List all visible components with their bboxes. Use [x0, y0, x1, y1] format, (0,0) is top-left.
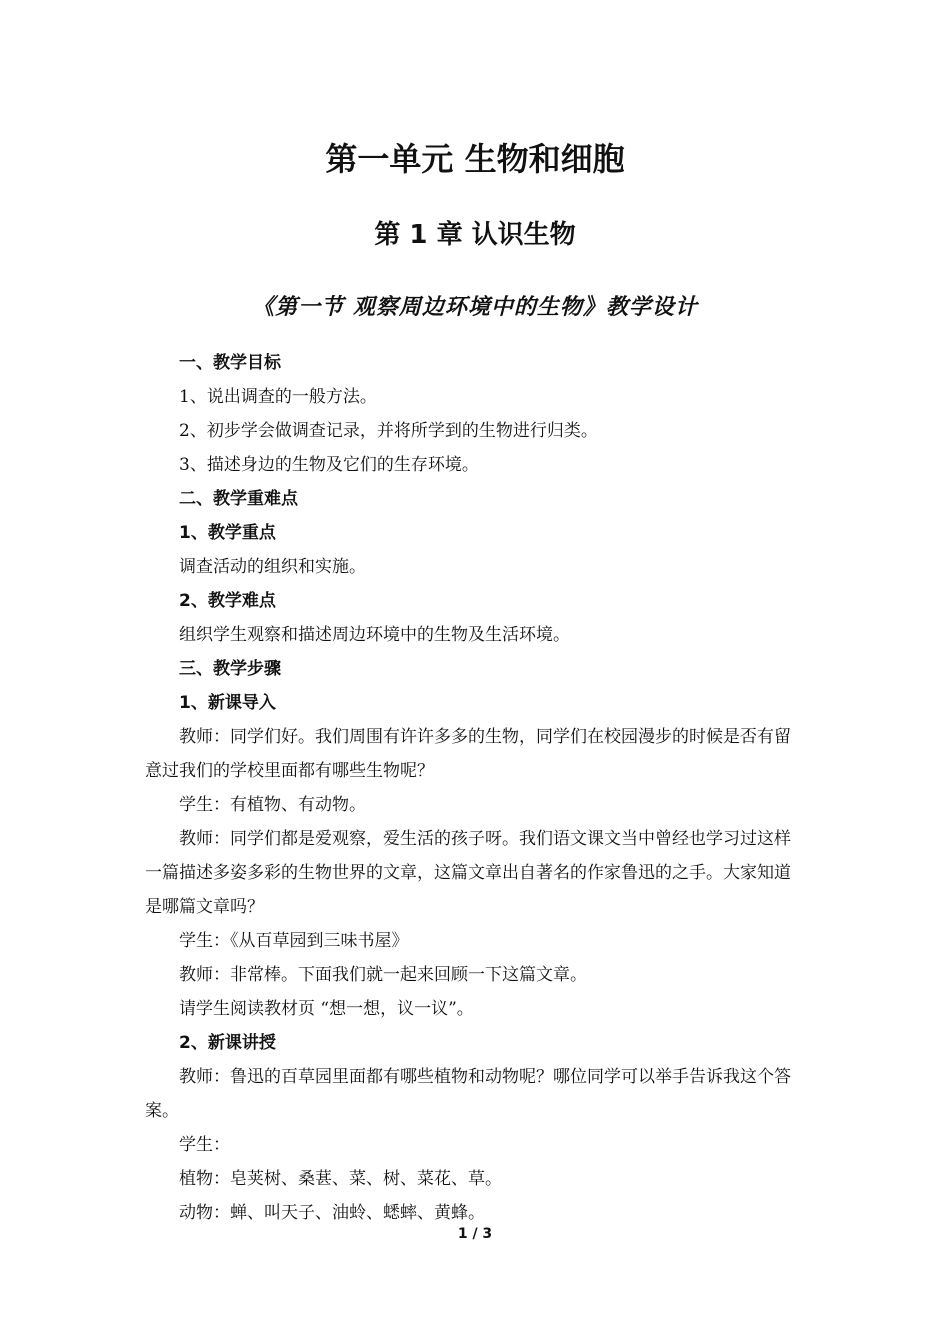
body-paragraph: 教师：非常棒。下面我们就一起来回顾一下这篇文章。: [179, 965, 587, 985]
section-heading: 2、教学难点: [179, 591, 276, 611]
document-body: [145, 346, 795, 1230]
section-heading: 1、新课导入: [179, 693, 276, 713]
body-paragraph: 植物：皂荚树、桑葚、菜、树、菜花、草。: [179, 1169, 502, 1189]
body-paragraph: 3、描述身边的生物及它们的生存环境。: [179, 455, 479, 475]
body-paragraph: 教师：同学们都是爱观察，爱生活的孩子呀。我们语文课文当中曾经也学习过这样一篇描述多姿多彩的生物世界的文章，这篇文章出自著名的作家鲁迅的之手。大家知道是哪篇文章吗？: [145, 829, 791, 917]
lesson-title: 《第一节 观察周边环境中的生物》教学设计: [252, 294, 698, 320]
page-indicator: 1 / 3: [457, 1226, 493, 1242]
section-heading: 三、教学步骤: [179, 659, 281, 679]
chapter-title: 第 1 章 认识生物: [374, 220, 576, 250]
body-paragraph: 2、初步学会做调查记录，并将所学到的生物进行归类。: [179, 421, 598, 441]
section-heading: 二、教学重难点: [179, 489, 298, 509]
body-paragraph: 组织学生观察和描述周边环境中的生物及生活环境。: [179, 625, 570, 645]
body-paragraph: 学生：《从百草园到三味书屋》: [179, 931, 409, 951]
body-paragraph: 教师：同学们好。我们周围有许许多多的生物，同学们在校园漫步的时候是否有留意过我们的学校里面都有哪些生物呢？: [145, 727, 791, 781]
body-paragraph: 学生：有植物、有动物。: [179, 795, 366, 815]
body-paragraph: 学生：: [179, 1135, 230, 1155]
section-heading: 一、教学目标: [179, 353, 281, 373]
body-paragraph: 动物：蝉、叫天子、油蛉、蟋蟀、黄蜂。: [179, 1203, 485, 1223]
body-paragraph: 请学生阅读教材页 “想一想，议一议”。: [179, 999, 474, 1019]
unit-title: 第一单元 生物和细胞: [325, 140, 625, 178]
section-heading: 2、新课讲授: [179, 1033, 276, 1053]
body-paragraph: 调查活动的组织和实施。: [179, 557, 366, 577]
body-paragraph: 教师：鲁迅的百草园里面都有哪些植物和动物呢？哪位同学可以举手告诉我这个答案。: [145, 1067, 791, 1121]
section-heading: 1、教学重点: [179, 523, 276, 543]
body-paragraph: 1、说出调查的一般方法。: [179, 387, 377, 407]
